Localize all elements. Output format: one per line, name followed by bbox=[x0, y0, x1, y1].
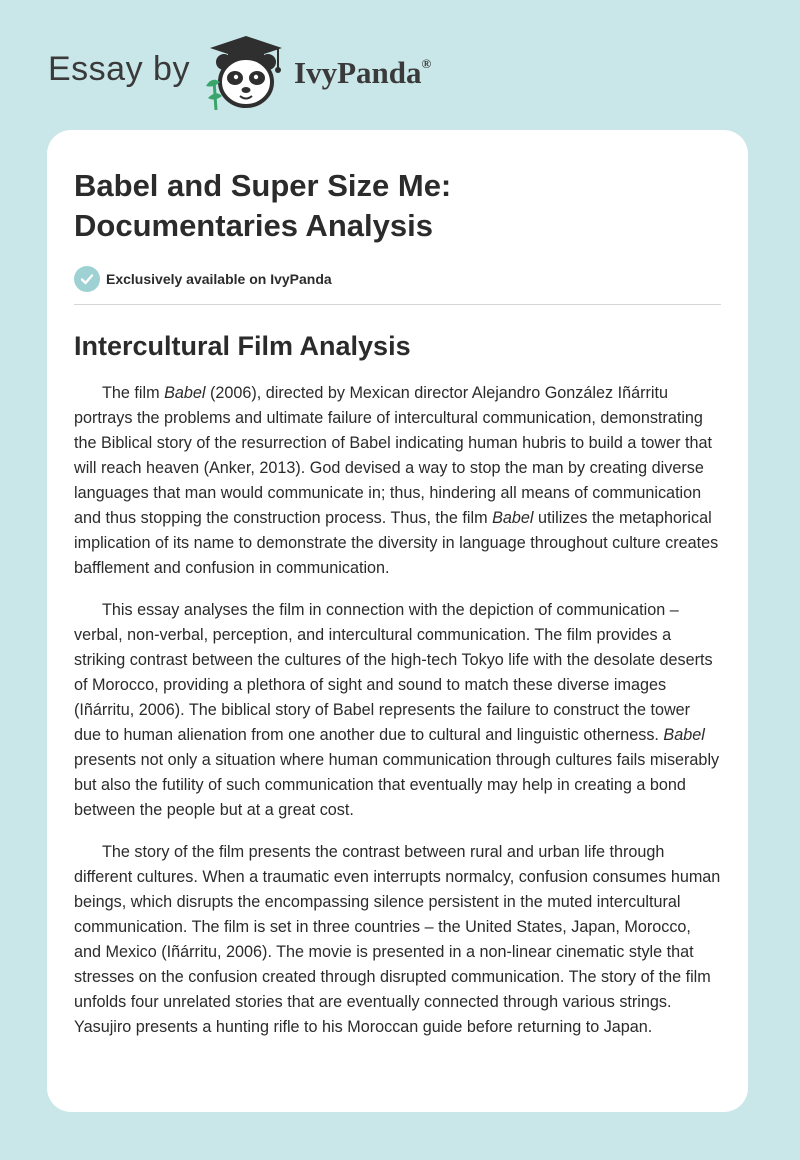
title-line-1: Babel and Super Size Me: bbox=[74, 168, 452, 203]
paragraph-text: The film bbox=[102, 384, 165, 402]
registered-mark: ® bbox=[421, 55, 432, 71]
article-body bbox=[74, 381, 721, 1040]
paragraph-text: The story of the film presents the contrast between rural and urban life through different cultures. When a traumatic even interrupts normalcy, confusion consumes human beings, which disrupts the encompassing silence persistent in the muted intercultural communication. The film is set in three countries – the United States, Japan, Morocco, and Mexico (Iñárritu, 2006). The movie is presented in a non-linear cinematic style that stresses on the confusion created through disrupted communication. The story of the film unfolds four unrelated stories that are eventually connected through various strings. Yasujiro presents a hunting rifle to his Moroccan guide before returning to Japan. bbox=[74, 843, 721, 1036]
panda-logo-icon[interactable] bbox=[200, 36, 292, 110]
section-heading: Intercultural Film Analysis bbox=[74, 331, 411, 361]
italic-text: Babel bbox=[492, 509, 534, 527]
italic-text: Babel bbox=[164, 384, 206, 402]
paragraph bbox=[74, 840, 721, 1040]
essay-by-label: Essay by bbox=[48, 50, 190, 88]
paragraph bbox=[74, 381, 721, 581]
brand-name[interactable] bbox=[294, 55, 431, 91]
badge-label: Exclusively available on IvyPanda bbox=[106, 271, 332, 287]
page-title bbox=[74, 166, 721, 246]
paragraph bbox=[74, 598, 721, 823]
article-card bbox=[47, 130, 748, 1112]
paragraph-text: (2006), directed by Mexican director Alejandro González Iñárritu portrays the problems and ultimate failure of intercultural communication, demonstrating the Biblical story of the resurrection of Babel indicating human hubris to build a tower that will reach heaven (Anker, 2013). God devised a way to stop the man by creating diverse languages that man would communicate in; thus, hindering all means of communication and thus stopping the construction process. Thus, the film bbox=[74, 384, 712, 527]
exclusive-badge bbox=[74, 266, 721, 292]
site-header bbox=[0, 0, 800, 130]
italic-text: Babel bbox=[663, 726, 705, 744]
paragraph-text: This essay analyses the film in connection with the depiction of communication – verbal, non-verbal, perception, and intercultural communication. The film provides a striking contrast between the cultures of the high-tech Tokyo life with the desolate deserts of Morocco, providing a plethora of sight and sound to match these diverse images (Iñárritu, 2006). The biblical story of Babel represents the failure to construct the tower due to human alienation from one another due to cultural and linguistic otherness. bbox=[74, 601, 713, 744]
check-icon bbox=[74, 266, 100, 292]
paragraph-text: utilizes the metaphorical implication of its name to demonstrate the diversity in language throughout culture creates bafflement and confusion in communication. bbox=[74, 509, 719, 577]
title-line-2: Documentaries Analysis bbox=[74, 208, 433, 243]
paragraph-text: presents not only a situation where human communication through cultures fails miserably but also the futility of such communication that eventually may help in creating a bond between the people but at a great cost. bbox=[74, 751, 720, 819]
divider bbox=[74, 304, 721, 305]
brand-label: IvyPanda bbox=[294, 55, 422, 90]
